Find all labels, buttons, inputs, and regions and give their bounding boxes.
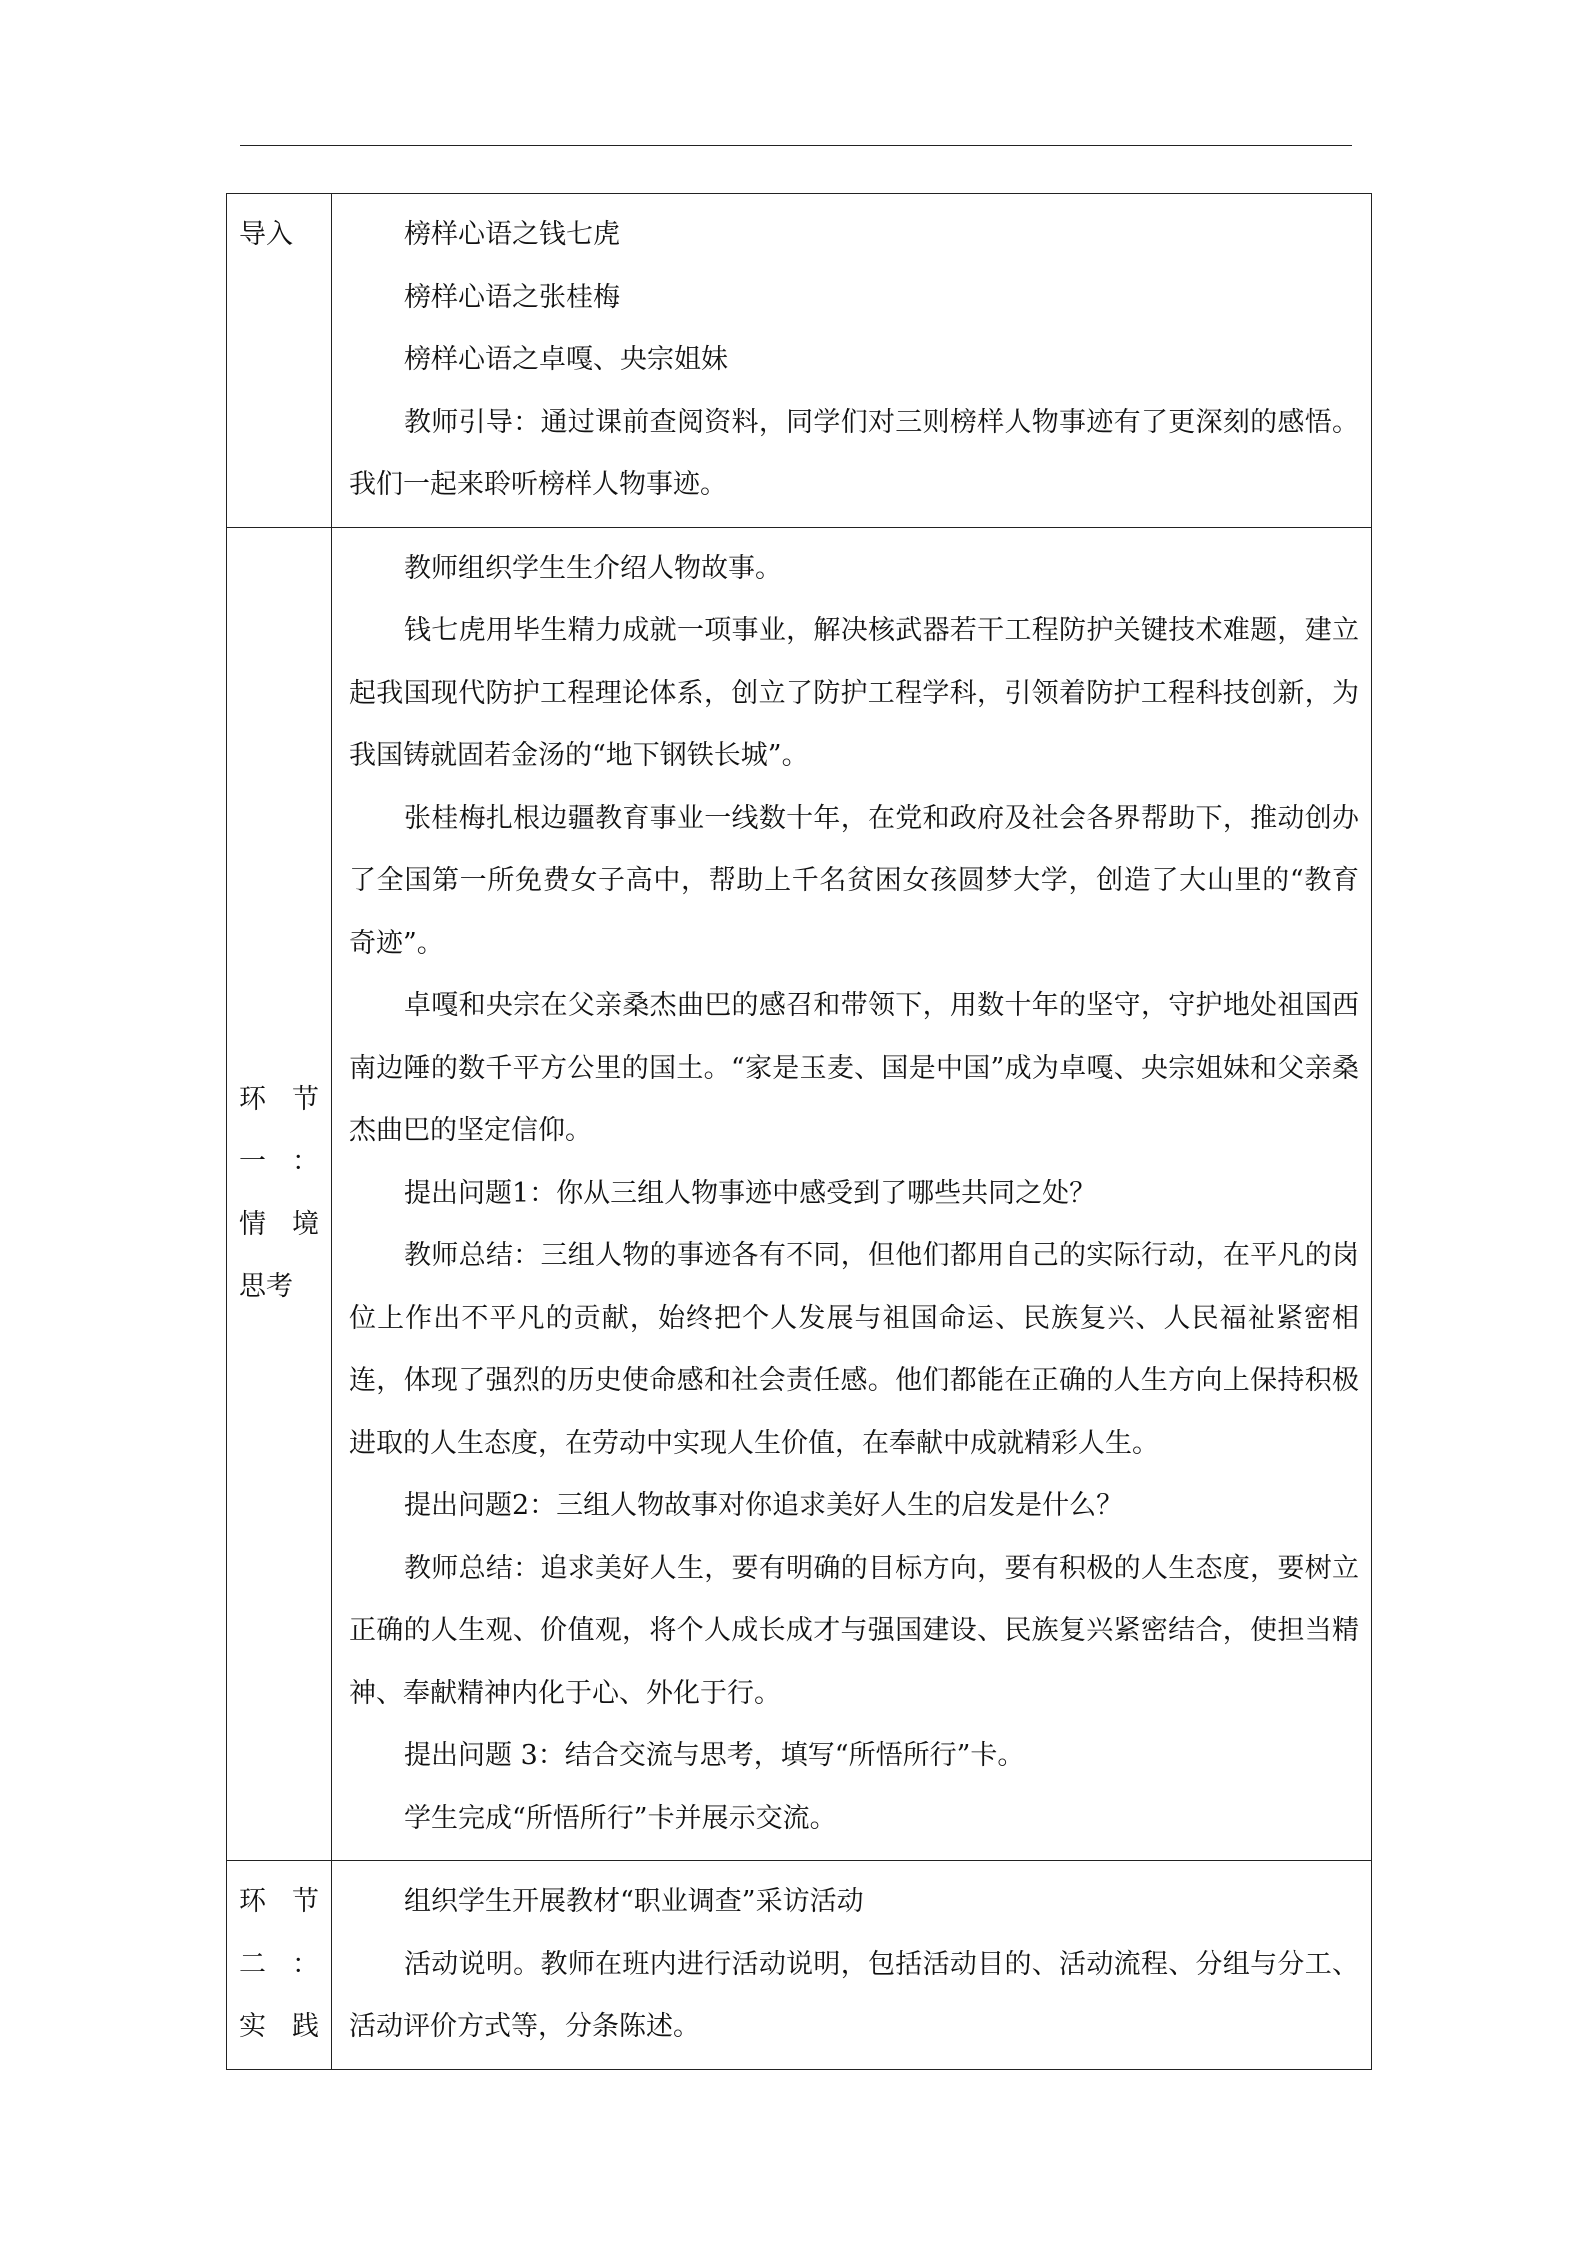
section-body-intro: [332, 194, 1372, 528]
label-char: ：: [292, 1146, 319, 1178]
paragraph: 学生完成“所悟所行”卡并展示交流。: [404, 1802, 837, 1834]
paragraph: 卓嘎和央宗在父亲桑杰曲巴的感召和带领下，用数十年的坚守，守护地处祖国西南边陲的数千平方公里的国土。“家是玉麦、国是中国”成为卓嘎、央宗姐妹和父亲桑杰曲巴的坚定信仰。: [349, 990, 1359, 1146]
label-text: 导入: [239, 219, 293, 250]
label-char: 环: [239, 1886, 266, 1917]
paragraph: 组织学生开展教材“职业调查”采访活动: [404, 1886, 864, 1917]
label-char: 实: [239, 2011, 266, 2042]
paragraph: 教师组织学生生介绍人物故事。: [404, 552, 782, 584]
table-row-intro: [227, 194, 1372, 528]
table-row-stage-one: [227, 527, 1372, 1861]
label-line: [239, 1256, 319, 1319]
label-line: [239, 1069, 319, 1132]
label-char: 一: [239, 1146, 266, 1178]
header-rule: [240, 145, 1352, 146]
paragraph: 提出问题 3：结合交流与思考，填写“所悟所行”卡。: [404, 1740, 1025, 1771]
section-body-stage-two: [332, 1861, 1372, 2070]
label-char: ：: [292, 1948, 319, 1980]
paragraph: 钱七虎用毕生精力成就一项事业，解决核武器若干工程防护关键技术难题，建立起我国现代防护工程理论体系，创立了防护工程学科，引领着防护工程科技创新，为我国铸就固若金汤的“地下钢铁长城”。: [349, 615, 1359, 771]
label-char: 节: [292, 1886, 319, 1917]
paragraph: 榜样心语之张桂梅: [404, 281, 620, 313]
label-line: [239, 1131, 319, 1194]
label-line: [239, 1194, 319, 1257]
section-label-stage-two: [227, 1861, 332, 2070]
label-char: 情: [239, 1208, 266, 1240]
lesson-plan-table: [226, 193, 1372, 2070]
label-char: 二: [239, 1948, 266, 1980]
label-line: [239, 1871, 319, 1934]
label-char: 节: [292, 1083, 319, 1115]
label-char: 环: [239, 1083, 266, 1115]
label-line: [239, 1996, 319, 2059]
paragraph: 教师引导：通过课前查阅资料，同学们对三则榜样人物事迹有了更深刻的感悟。我们一起来聆听榜样人物事迹。: [349, 406, 1359, 500]
paragraph: 张桂梅扎根边疆教育事业一线数十年，在党和政府及社会各界帮助下，推动创办了全国第一所免费女子高中，帮助上千名贫困女孩圆梦大学，创造了大山里的“教育奇迹”。: [349, 802, 1359, 959]
label-char: 境: [292, 1208, 319, 1240]
paragraph: 教师总结：三组人物的事迹各有不同，但他们都用自己的实际行动，在平凡的岗位上作出不平凡的贡献，始终把个人发展与祖国命运、民族复兴、人民福祉紧密相连，体现了强烈的历史使命感和社会责任感。他们都能在正确的人生方向上保持积极进取的人生态度，在劳动中实现人生价值，在奉献中成就精彩人生。: [349, 1240, 1359, 1459]
paragraph: 提出问题2：三组人物故事对你追求美好人生的启发是什么？: [404, 1490, 1124, 1521]
section-label-intro: [227, 194, 332, 528]
section-body-stage-one: [332, 527, 1372, 1861]
label-line: [239, 1934, 319, 1997]
section-label-stage-one: [227, 527, 332, 1861]
paragraph: 提出问题1：你从三组人物事迹中感受到了哪些共同之处？: [404, 1177, 1097, 1209]
paragraph: 榜样心语之钱七虎: [404, 219, 620, 250]
paragraph: 教师总结：追求美好人生，要有明确的目标方向，要有积极的人生态度，要树立正确的人生观、价值观，将个人成长成才与强国建设、民族复兴紧密结合，使担当精神、奉献精神内化于心、外化于行。: [349, 1552, 1359, 1709]
label-char: 思考: [239, 1271, 293, 1303]
paragraph: 活动说明。教师在班内进行活动说明，包括活动目的、活动流程、分组与分工、活动评价方式等，分条陈述。: [349, 1948, 1359, 2042]
paragraph: 榜样心语之卓嘎、央宗姐妹: [404, 344, 728, 375]
table-row-stage-two: [227, 1861, 1372, 2070]
label-char: 践: [292, 2011, 319, 2042]
